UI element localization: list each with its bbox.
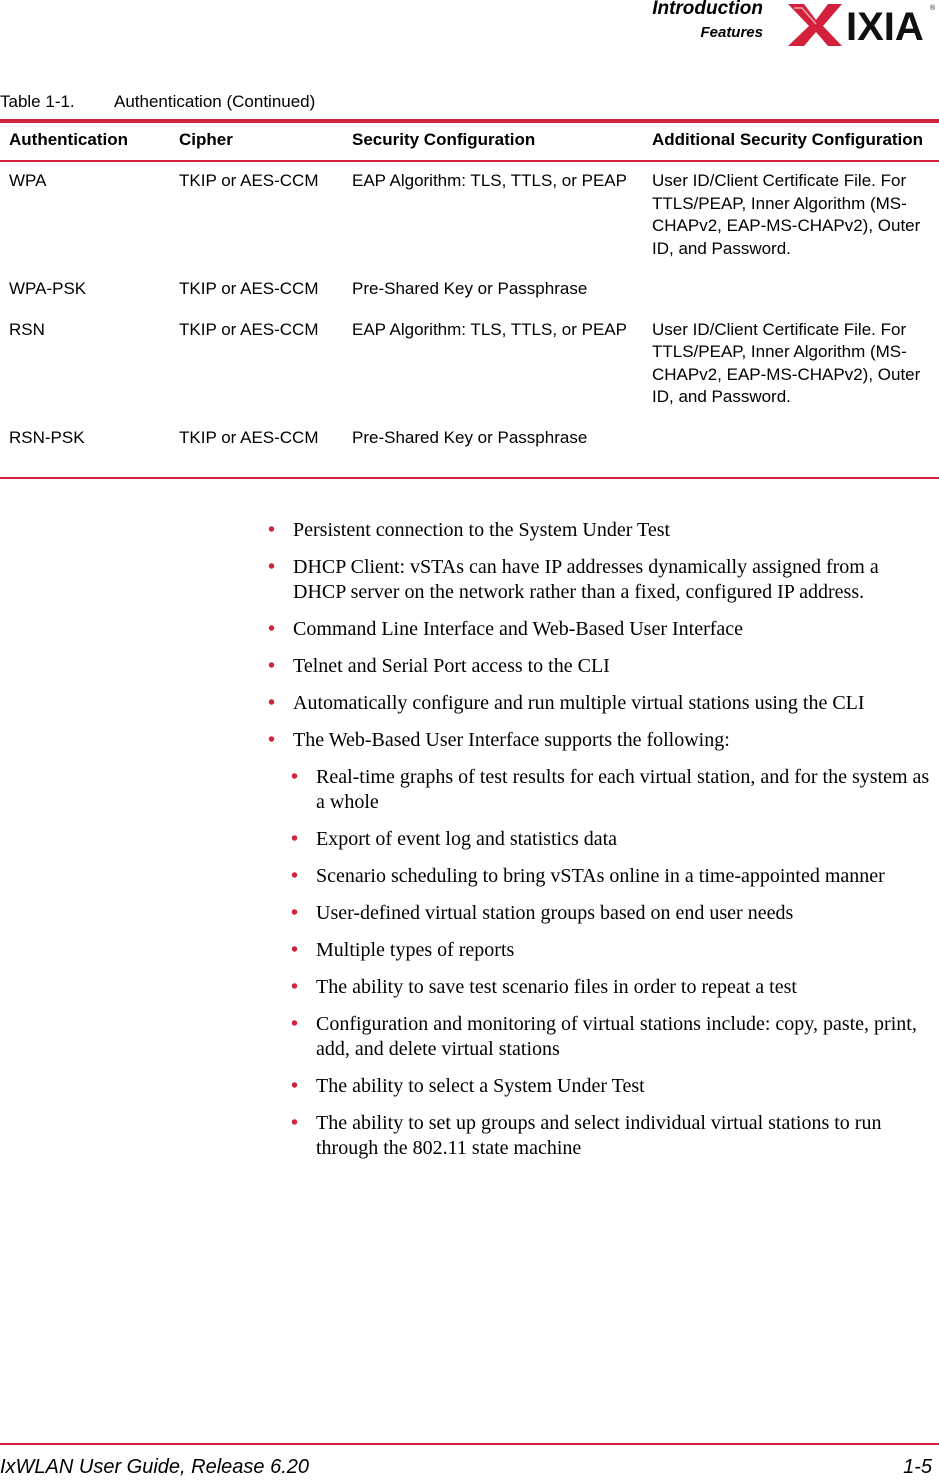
- table-cell: [643, 419, 939, 460]
- sub-list-item: • User-defined virtual station groups based on end user needs: [291, 902, 794, 924]
- table-bottom-rule: [0, 477, 939, 479]
- sub-list-item: • Multiple types of reports: [291, 939, 515, 961]
- logo-x-mark-icon: [788, 4, 842, 46]
- bullet-icon: •: [291, 828, 299, 850]
- bullet-icon: •: [268, 618, 276, 640]
- table-cell: TKIP or AES-CCM: [179, 171, 319, 190]
- bullet-icon: •: [268, 692, 276, 714]
- footer-page-number: 1-5: [903, 1456, 932, 1478]
- authentication-table: [0, 123, 939, 459]
- table-row: [0, 419, 939, 460]
- features-list: [268, 518, 936, 1173]
- svg-text:®: ®: [930, 5, 936, 12]
- ixia-logo: [786, 0, 938, 48]
- bullet-icon: •: [291, 1013, 299, 1035]
- sub-list-item: • Configuration and monitoring of virtual stations include: copy, paste, print, add, and delete virtual stations: [291, 1013, 917, 1060]
- logo-text: IXIA: [846, 5, 924, 48]
- bullet-icon: •: [291, 1075, 299, 1097]
- table-cell: RSN-PSK: [9, 427, 85, 447]
- sub-list-item: • Export of event log and statistics data: [291, 828, 618, 850]
- table-caption-title: Authentication (Continued): [114, 92, 316, 111]
- table-row: [0, 311, 939, 419]
- bullet-icon: •: [291, 1112, 299, 1134]
- table-cell: WPA: [9, 171, 47, 190]
- table-row: [0, 161, 939, 270]
- table-caption: [0, 92, 315, 112]
- table-cell: RSN: [9, 319, 45, 339]
- column-header: Security Configuration: [352, 130, 536, 149]
- chapter-title: Introduction: [652, 0, 763, 19]
- bullet-icon: •: [268, 556, 276, 578]
- sub-list-item: • Real-time graphs of test results for each virtual station, and for the system as a whole: [291, 766, 930, 813]
- footer-guide-title: IxWLAN User Guide, Release 6.20: [0, 1456, 310, 1478]
- bullet-icon: •: [268, 655, 276, 677]
- table-cell: [643, 270, 939, 311]
- column-header: Cipher: [179, 130, 233, 149]
- table-cell: TKIP or AES-CCM: [179, 319, 319, 339]
- table-cell: Pre-Shared Key or Passphrase: [352, 279, 588, 298]
- bullet-icon: •: [268, 519, 276, 541]
- table-header-row: [0, 123, 939, 161]
- bullet-icon: •: [291, 902, 299, 924]
- list-item: • Persistent connection to the System Under Test: [268, 519, 671, 541]
- sub-list-item: • Scenario scheduling to bring vSTAs online in a time-appointed manner: [291, 865, 885, 887]
- table-cell: User ID/Client Certificate File. For TTLS/PEAP, Inner Algorithm (MS-CHAPv2, EAP-MS-CHAPv2), Outer ID, and Password.: [652, 171, 921, 258]
- table-cell: TKIP or AES-CCM: [179, 427, 319, 447]
- table-cell: TKIP or AES-CCM: [179, 279, 319, 298]
- list-item: • DHCP Client: vSTAs can have IP addresses dynamically assigned from a DHCP server on the network rather than a fixed, configured IP address.: [268, 556, 879, 603]
- list-item: • Command Line Interface and Web-Based User Interface: [268, 618, 744, 640]
- sub-list-item: • The ability to save test scenario files in order to repeat a test: [291, 976, 797, 998]
- bullet-icon: •: [268, 729, 276, 751]
- table-cell: Pre-Shared Key or Passphrase: [352, 427, 588, 447]
- table-cell: WPA-PSK: [9, 279, 87, 298]
- list-item: • Telnet and Serial Port access to the CLI: [268, 655, 610, 677]
- table-cell: EAP Algorithm: TLS, TTLS, or PEAP: [352, 319, 627, 339]
- footer-rule: [0, 1443, 939, 1445]
- column-header: Authentication: [9, 130, 128, 149]
- bullet-icon: •: [291, 939, 299, 961]
- table-cell: EAP Algorithm: TLS, TTLS, or PEAP: [352, 171, 627, 190]
- sub-list-item: • The ability to set up groups and select individual virtual stations to run through the 802.11 state machine: [291, 1112, 882, 1159]
- list-item: • Automatically configure and run multiple virtual stations using the CLI: [268, 692, 865, 714]
- column-header: Additional Security Configuration: [652, 130, 924, 149]
- bullet-icon: •: [291, 766, 299, 788]
- table-caption-number: Table 1-1.: [0, 92, 75, 111]
- table-cell: User ID/Client Certificate File. For TTLS/PEAP, Inner Algorithm (MS-CHAPv2, EAP-MS-CHAPv2), Outer ID, and Password.: [652, 319, 921, 406]
- section-title: Features: [700, 24, 763, 41]
- bullet-icon: •: [291, 976, 299, 998]
- table-row: [0, 270, 939, 311]
- sub-list-item: • The ability to select a System Under Test: [291, 1075, 645, 1097]
- list-item: • The Web-Based User Interface supports the following:: [268, 729, 730, 751]
- bullet-icon: •: [291, 865, 299, 887]
